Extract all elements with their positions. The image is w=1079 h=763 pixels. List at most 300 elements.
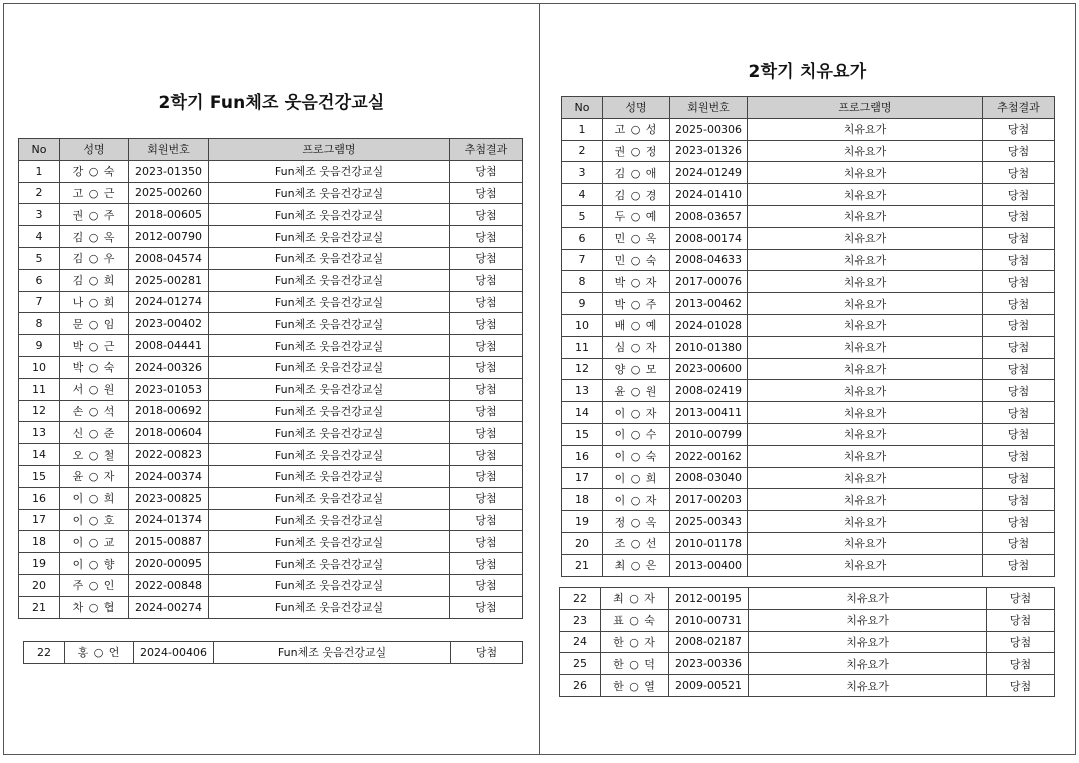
cell-lottery-result: 당첨 — [450, 400, 523, 422]
cell-no: 16 — [19, 487, 60, 509]
cell-lottery-result: 당첨 — [983, 118, 1055, 140]
header-no: No — [562, 97, 603, 119]
cell-no: 12 — [562, 358, 603, 380]
cell-member-number: 2023-01053 — [129, 378, 209, 400]
cell-name: 이 ○ 자 — [603, 402, 670, 424]
cell-lottery-result: 당첨 — [987, 675, 1055, 697]
table-row — [562, 532, 1055, 554]
cell-lottery-result: 당첨 — [983, 314, 1055, 336]
cell-member-number: 2013-00400 — [670, 554, 748, 576]
cell-name: 정 ○ 옥 — [603, 511, 670, 533]
cell-no: 1 — [19, 160, 60, 182]
table-row — [19, 596, 523, 618]
cell-member-number: 2022-00848 — [129, 574, 209, 596]
cell-lottery-result: 당첨 — [450, 247, 523, 269]
cell-no: 6 — [19, 269, 60, 291]
cell-program-name: Fun체조 웃음건강교실 — [209, 182, 450, 204]
table-row — [562, 162, 1055, 184]
cell-lottery-result: 당첨 — [987, 653, 1055, 675]
cell-program-name: 치유요가 — [749, 588, 987, 610]
cell-program-name: 치유요가 — [748, 205, 983, 227]
cell-member-number: 2023-01350 — [129, 160, 209, 182]
cell-program-name: Fun체조 웃음건강교실 — [209, 531, 450, 553]
cell-lottery-result: 당첨 — [450, 356, 523, 378]
cell-member-number: 2008-03040 — [670, 467, 748, 489]
right-page — [539, 3, 1076, 755]
table-row — [560, 631, 1055, 653]
cell-lottery-result: 당첨 — [983, 162, 1055, 184]
cell-program-name: Fun체조 웃음건강교실 — [209, 247, 450, 269]
cell-name: 김 ○ 옥 — [60, 226, 129, 248]
cell-lottery-result: 당첨 — [450, 531, 523, 553]
cell-no: 14 — [562, 402, 603, 424]
header-lottery-result: 추첨결과 — [983, 97, 1055, 119]
table-row — [562, 249, 1055, 271]
table-row — [562, 271, 1055, 293]
cell-member-number: 2024-01249 — [670, 162, 748, 184]
table-row — [19, 356, 523, 378]
cell-lottery-result: 당첨 — [983, 358, 1055, 380]
cell-member-number: 2025-00281 — [129, 269, 209, 291]
cell-program-name: 치유요가 — [748, 293, 983, 315]
cell-no: 7 — [562, 249, 603, 271]
table-row — [562, 314, 1055, 336]
table-row — [562, 205, 1055, 227]
table-row — [19, 160, 523, 182]
cell-program-name: 치유요가 — [748, 118, 983, 140]
cell-program-name: Fun체조 웃음건강교실 — [209, 487, 450, 509]
table-row — [19, 553, 523, 575]
cell-name: 박 ○ 근 — [60, 335, 129, 357]
cell-program-name: 치유요가 — [748, 140, 983, 162]
cell-lottery-result: 당첨 — [983, 554, 1055, 576]
cell-member-number: 2013-00411 — [670, 402, 748, 424]
cell-lottery-result: 당첨 — [983, 271, 1055, 293]
cell-lottery-result: 당첨 — [983, 293, 1055, 315]
table-row — [19, 378, 523, 400]
cell-no: 6 — [562, 227, 603, 249]
right-main-table — [561, 96, 1055, 577]
cell-name: 표 ○ 숙 — [601, 609, 669, 631]
cell-lottery-result: 당첨 — [450, 182, 523, 204]
table-row — [562, 489, 1055, 511]
header-program-name: 프로그램명 — [209, 139, 450, 161]
cell-no: 12 — [19, 400, 60, 422]
table-row — [19, 465, 523, 487]
cell-member-number: 2024-01028 — [670, 314, 748, 336]
cell-name: 양 ○ 모 — [603, 358, 670, 380]
cell-program-name: 치유요가 — [748, 532, 983, 554]
cell-lottery-result: 당첨 — [450, 422, 523, 444]
table-row — [562, 467, 1055, 489]
cell-name: 윤 ○ 자 — [60, 465, 129, 487]
cell-name: 김 ○ 경 — [603, 184, 670, 206]
cell-no: 13 — [19, 422, 60, 444]
cell-program-name: Fun체조 웃음건강교실 — [209, 356, 450, 378]
cell-lottery-result: 당첨 — [450, 378, 523, 400]
cell-member-number: 2018-00692 — [129, 400, 209, 422]
table-row — [19, 182, 523, 204]
table-row — [19, 291, 523, 313]
cell-member-number: 2024-00406 — [134, 642, 214, 664]
cell-program-name: 치유요가 — [748, 511, 983, 533]
table-row — [19, 509, 523, 531]
header-program-name: 프로그램명 — [748, 97, 983, 119]
cell-no: 8 — [562, 271, 603, 293]
left-page-title: 2학기 Fun체조 웃음건강교실 — [158, 93, 385, 113]
cell-lottery-result: 당첨 — [983, 402, 1055, 424]
cell-program-name: Fun체조 웃음건강교실 — [209, 313, 450, 335]
cell-program-name: Fun체조 웃음건강교실 — [209, 465, 450, 487]
cell-lottery-result: 당첨 — [983, 336, 1055, 358]
cell-program-name: 치유요가 — [749, 653, 987, 675]
cell-program-name: 치유요가 — [748, 249, 983, 271]
cell-lottery-result: 당첨 — [983, 511, 1055, 533]
cell-no: 21 — [19, 596, 60, 618]
cell-name: 한 ○ 열 — [601, 675, 669, 697]
cell-program-name: 치유요가 — [748, 467, 983, 489]
cell-no: 3 — [19, 204, 60, 226]
cell-name: 차 ○ 협 — [60, 596, 129, 618]
cell-no: 9 — [19, 335, 60, 357]
left-page — [3, 3, 540, 755]
cell-name: 박 ○ 주 — [603, 293, 670, 315]
cell-member-number: 2022-00823 — [129, 444, 209, 466]
cell-lottery-result: 당첨 — [983, 205, 1055, 227]
cell-name: 이 ○ 향 — [60, 553, 129, 575]
cell-lottery-result: 당첨 — [450, 444, 523, 466]
cell-name: 이 ○ 수 — [603, 423, 670, 445]
cell-program-name: Fun체조 웃음건강교실 — [209, 574, 450, 596]
cell-member-number: 2008-00174 — [670, 227, 748, 249]
cell-program-name: 치유요가 — [748, 489, 983, 511]
cell-member-number: 2013-00462 — [670, 293, 748, 315]
cell-program-name: Fun체조 웃음건강교실 — [209, 291, 450, 313]
cell-member-number: 2024-00374 — [129, 465, 209, 487]
cell-lottery-result: 당첨 — [983, 140, 1055, 162]
left-extra-table — [23, 641, 523, 664]
cell-member-number: 2023-00336 — [669, 653, 749, 675]
cell-member-number: 2008-02419 — [670, 380, 748, 402]
table-row — [562, 293, 1055, 315]
cell-name: 권 ○ 주 — [60, 204, 129, 226]
cell-no: 10 — [562, 314, 603, 336]
cell-no: 18 — [562, 489, 603, 511]
cell-member-number: 2018-00605 — [129, 204, 209, 226]
cell-program-name: Fun체조 웃음건강교실 — [209, 269, 450, 291]
cell-lottery-result: 당첨 — [450, 596, 523, 618]
cell-no: 5 — [562, 205, 603, 227]
right-page-title: 2학기 치유요가 — [748, 62, 867, 82]
cell-no: 23 — [560, 609, 601, 631]
cell-no: 15 — [562, 423, 603, 445]
cell-lottery-result: 당첨 — [983, 184, 1055, 206]
table-row — [562, 402, 1055, 424]
cell-name: 이 ○ 교 — [60, 531, 129, 553]
cell-lottery-result: 당첨 — [450, 226, 523, 248]
cell-program-name: 치유요가 — [748, 314, 983, 336]
cell-no: 17 — [562, 467, 603, 489]
table-row — [562, 118, 1055, 140]
cell-name: 김 ○ 희 — [60, 269, 129, 291]
cell-member-number: 2025-00343 — [670, 511, 748, 533]
cell-member-number: 2022-00162 — [670, 445, 748, 467]
cell-no: 5 — [19, 247, 60, 269]
cell-name: 박 ○ 자 — [603, 271, 670, 293]
cell-no: 22 — [24, 642, 65, 664]
cell-member-number: 2020-00095 — [129, 553, 209, 575]
cell-member-number: 2009-00521 — [669, 675, 749, 697]
cell-no: 19 — [562, 511, 603, 533]
cell-member-number: 2023-00600 — [670, 358, 748, 380]
cell-member-number: 2024-01274 — [129, 291, 209, 313]
cell-lottery-result: 당첨 — [983, 489, 1055, 511]
cell-name: 김 ○ 애 — [603, 162, 670, 184]
table-header-row — [562, 97, 1055, 119]
cell-member-number: 2017-00203 — [670, 489, 748, 511]
header-lottery-result: 추첨결과 — [450, 139, 523, 161]
cell-no: 25 — [560, 653, 601, 675]
cell-name: 민 ○ 옥 — [603, 227, 670, 249]
cell-name: 두 ○ 예 — [603, 205, 670, 227]
cell-program-name: 치유요가 — [748, 554, 983, 576]
cell-member-number: 2017-00076 — [670, 271, 748, 293]
cell-lottery-result: 당첨 — [450, 553, 523, 575]
cell-name: 권 ○ 정 — [603, 140, 670, 162]
cell-no: 7 — [19, 291, 60, 313]
header-no: No — [19, 139, 60, 161]
cell-program-name: Fun체조 웃음건강교실 — [209, 335, 450, 357]
table-row — [24, 642, 523, 664]
table-row — [19, 574, 523, 596]
cell-name: 한 ○ 자 — [601, 631, 669, 653]
cell-lottery-result: 당첨 — [450, 465, 523, 487]
cell-lottery-result: 당첨 — [983, 227, 1055, 249]
cell-member-number: 2008-04633 — [670, 249, 748, 271]
cell-no: 8 — [19, 313, 60, 335]
table-row — [19, 531, 523, 553]
cell-program-name: 치유요가 — [749, 609, 987, 631]
cell-program-name: Fun체조 웃음건강교실 — [209, 400, 450, 422]
cell-program-name: Fun체조 웃음건강교실 — [214, 642, 451, 664]
cell-lottery-result: 당첨 — [450, 335, 523, 357]
cell-no: 13 — [562, 380, 603, 402]
cell-no: 20 — [562, 532, 603, 554]
table-row — [562, 336, 1055, 358]
cell-name: 신 ○ 준 — [60, 422, 129, 444]
cell-no: 24 — [560, 631, 601, 653]
cell-member-number: 2015-00887 — [129, 531, 209, 553]
cell-member-number: 2024-01410 — [670, 184, 748, 206]
table-row — [562, 380, 1055, 402]
cell-no: 4 — [562, 184, 603, 206]
cell-program-name: 치유요가 — [748, 184, 983, 206]
table-row — [19, 247, 523, 269]
cell-no: 19 — [19, 553, 60, 575]
cell-no: 11 — [19, 378, 60, 400]
table-row — [562, 445, 1055, 467]
table-row — [562, 227, 1055, 249]
cell-name: 이 ○ 호 — [60, 509, 129, 531]
cell-lottery-result: 당첨 — [983, 532, 1055, 554]
cell-member-number: 2023-00825 — [129, 487, 209, 509]
cell-lottery-result: 당첨 — [983, 445, 1055, 467]
cell-name: 심 ○ 자 — [603, 336, 670, 358]
table-row — [560, 588, 1055, 610]
cell-program-name: Fun체조 웃음건강교실 — [209, 444, 450, 466]
cell-name: 고 ○ 성 — [603, 118, 670, 140]
cell-name: 최 ○ 은 — [603, 554, 670, 576]
cell-name: 나 ○ 희 — [60, 291, 129, 313]
cell-member-number: 2008-02187 — [669, 631, 749, 653]
table-header-row — [19, 139, 523, 161]
cell-member-number: 2008-03657 — [670, 205, 748, 227]
cell-lottery-result: 당첨 — [987, 631, 1055, 653]
cell-name: 김 ○ 우 — [60, 247, 129, 269]
cell-name: 오 ○ 철 — [60, 444, 129, 466]
cell-name: 이 ○ 숙 — [603, 445, 670, 467]
cell-lottery-result: 당첨 — [450, 313, 523, 335]
cell-no: 20 — [19, 574, 60, 596]
cell-program-name: Fun체조 웃음건강교실 — [209, 160, 450, 182]
cell-member-number: 2024-00326 — [129, 356, 209, 378]
table-row — [19, 422, 523, 444]
cell-member-number: 2008-04574 — [129, 247, 209, 269]
cell-program-name: Fun체조 웃음건강교실 — [209, 226, 450, 248]
cell-member-number: 2012-00790 — [129, 226, 209, 248]
header-name: 성명 — [603, 97, 670, 119]
cell-program-name: 치유요가 — [749, 675, 987, 697]
cell-lottery-result: 당첨 — [450, 487, 523, 509]
cell-program-name: 치유요가 — [748, 402, 983, 424]
table-row — [19, 204, 523, 226]
cell-name: 이 ○ 희 — [60, 487, 129, 509]
cell-no: 2 — [19, 182, 60, 204]
cell-member-number: 2023-01326 — [670, 140, 748, 162]
cell-name: 박 ○ 숙 — [60, 356, 129, 378]
cell-program-name: Fun체조 웃음건강교실 — [209, 422, 450, 444]
header-name: 성명 — [60, 139, 129, 161]
table-row — [19, 444, 523, 466]
cell-lottery-result: 당첨 — [450, 269, 523, 291]
cell-program-name: Fun체조 웃음건강교실 — [209, 509, 450, 531]
cell-no: 9 — [562, 293, 603, 315]
table-row — [560, 675, 1055, 697]
table-row — [19, 313, 523, 335]
table-row — [19, 487, 523, 509]
cell-no: 11 — [562, 336, 603, 358]
table-row — [562, 140, 1055, 162]
cell-lottery-result: 당첨 — [450, 204, 523, 226]
table-row — [19, 269, 523, 291]
cell-member-number: 2024-01374 — [129, 509, 209, 531]
table-row — [562, 184, 1055, 206]
cell-name: 고 ○ 근 — [60, 182, 129, 204]
cell-name: 문 ○ 임 — [60, 313, 129, 335]
cell-no: 17 — [19, 509, 60, 531]
cell-program-name: 치유요가 — [748, 162, 983, 184]
table-row — [562, 554, 1055, 576]
table-row — [560, 609, 1055, 631]
cell-member-number: 2010-01178 — [670, 532, 748, 554]
cell-member-number: 2010-01380 — [670, 336, 748, 358]
cell-no: 10 — [19, 356, 60, 378]
cell-member-number: 2010-00799 — [670, 423, 748, 445]
cell-lottery-result: 당첨 — [450, 509, 523, 531]
cell-no: 21 — [562, 554, 603, 576]
header-member-number: 회원번호 — [670, 97, 748, 119]
cell-name: 최 ○ 자 — [601, 588, 669, 610]
cell-program-name: 치유요가 — [748, 445, 983, 467]
cell-program-name: 치유요가 — [748, 271, 983, 293]
cell-name: 배 ○ 예 — [603, 314, 670, 336]
table-row — [19, 400, 523, 422]
cell-name: 이 ○ 희 — [603, 467, 670, 489]
cell-no: 14 — [19, 444, 60, 466]
cell-program-name: Fun체조 웃음건강교실 — [209, 553, 450, 575]
cell-name: 강 ○ 숙 — [60, 160, 129, 182]
cell-lottery-result: 당첨 — [983, 467, 1055, 489]
table-row — [562, 423, 1055, 445]
cell-no: 16 — [562, 445, 603, 467]
cell-name: 윤 ○ 원 — [603, 380, 670, 402]
cell-member-number: 2010-00731 — [669, 609, 749, 631]
cell-member-number: 2023-00402 — [129, 313, 209, 335]
cell-lottery-result: 당첨 — [450, 574, 523, 596]
cell-lottery-result: 당첨 — [450, 291, 523, 313]
right-extra-table — [559, 587, 1055, 697]
cell-no: 22 — [560, 588, 601, 610]
cell-member-number: 2025-00260 — [129, 182, 209, 204]
cell-no: 4 — [19, 226, 60, 248]
cell-no: 3 — [562, 162, 603, 184]
cell-name: 조 ○ 선 — [603, 532, 670, 554]
cell-name: 손 ○ 석 — [60, 400, 129, 422]
cell-member-number: 2024-00274 — [129, 596, 209, 618]
cell-program-name: 치유요가 — [748, 358, 983, 380]
cell-lottery-result: 당첨 — [987, 588, 1055, 610]
cell-member-number: 2018-00604 — [129, 422, 209, 444]
cell-program-name: 치유요가 — [749, 631, 987, 653]
cell-lottery-result: 당첨 — [450, 160, 523, 182]
cell-program-name: Fun체조 웃음건강교실 — [209, 378, 450, 400]
cell-program-name: 치유요가 — [748, 227, 983, 249]
cell-no: 18 — [19, 531, 60, 553]
cell-name: 주 ○ 인 — [60, 574, 129, 596]
header-member-number: 회원번호 — [129, 139, 209, 161]
cell-lottery-result: 당첨 — [983, 423, 1055, 445]
cell-name: 민 ○ 숙 — [603, 249, 670, 271]
cell-program-name: Fun체조 웃음건강교실 — [209, 204, 450, 226]
cell-lottery-result: 당첨 — [987, 609, 1055, 631]
cell-no: 15 — [19, 465, 60, 487]
cell-no: 1 — [562, 118, 603, 140]
cell-lottery-result: 당첨 — [983, 380, 1055, 402]
cell-name: 이 ○ 자 — [603, 489, 670, 511]
cell-member-number: 2008-04441 — [129, 335, 209, 357]
table-row — [562, 511, 1055, 533]
cell-name: 한 ○ 덕 — [601, 653, 669, 675]
cell-name: 홍 ○ 언 — [65, 642, 134, 664]
cell-lottery-result: 당첨 — [983, 249, 1055, 271]
cell-program-name: 치유요가 — [748, 423, 983, 445]
cell-member-number: 2012-00195 — [669, 588, 749, 610]
table-row — [19, 226, 523, 248]
cell-member-number: 2025-00306 — [670, 118, 748, 140]
cell-program-name: 치유요가 — [748, 380, 983, 402]
cell-no: 2 — [562, 140, 603, 162]
cell-program-name: 치유요가 — [748, 336, 983, 358]
